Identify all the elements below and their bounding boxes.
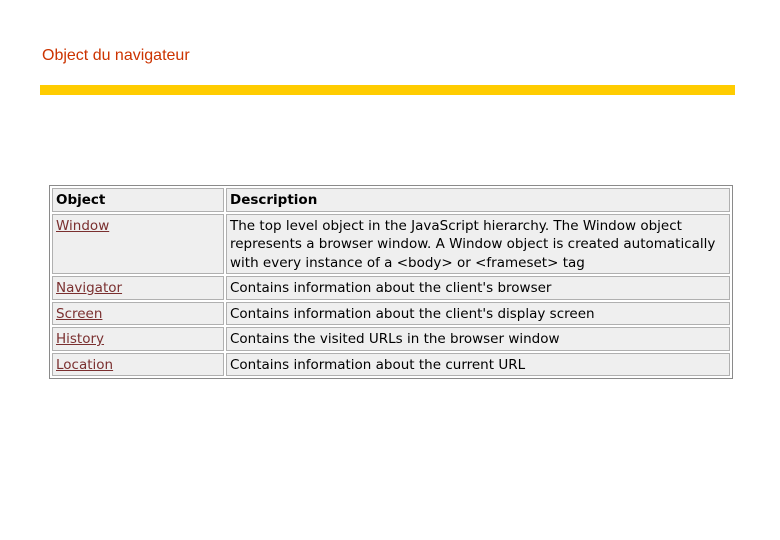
window-link[interactable]: Window: [56, 217, 110, 234]
table-row: [52, 214, 730, 275]
table-row: [52, 302, 730, 326]
description-cell: Contains information about the client's browser: [226, 276, 730, 300]
object-cell: [52, 302, 224, 326]
page-title: Object du navigateur: [42, 47, 190, 64]
description-cell: Contains information about the current URL: [226, 353, 730, 377]
browser-objects-table: [49, 185, 733, 379]
accent-bar: [40, 85, 735, 95]
object-cell: [52, 327, 224, 351]
description-cell: The top level object in the JavaScript hierarchy. The Window object represents a browser window. A Window object is created automatically with every instance of a <body> or <frameset> tag: [226, 214, 730, 275]
screen-link[interactable]: Screen: [56, 305, 103, 322]
object-cell: [52, 214, 224, 275]
object-cell: [52, 276, 224, 300]
location-link[interactable]: Location: [56, 356, 114, 373]
object-cell: [52, 353, 224, 377]
description-cell: Contains the visited URLs in the browser window: [226, 327, 730, 351]
header-description: Description: [226, 188, 730, 212]
table-row: [52, 353, 730, 377]
table-row: [52, 276, 730, 300]
table-row: [52, 327, 730, 351]
table-header-row: [52, 188, 730, 212]
description-cell: Contains information about the client's display screen: [226, 302, 730, 326]
objects-table-container: [49, 185, 733, 379]
header-object: Object: [52, 188, 224, 212]
navigator-link[interactable]: Navigator: [56, 280, 123, 296]
history-link[interactable]: History: [56, 331, 105, 347]
